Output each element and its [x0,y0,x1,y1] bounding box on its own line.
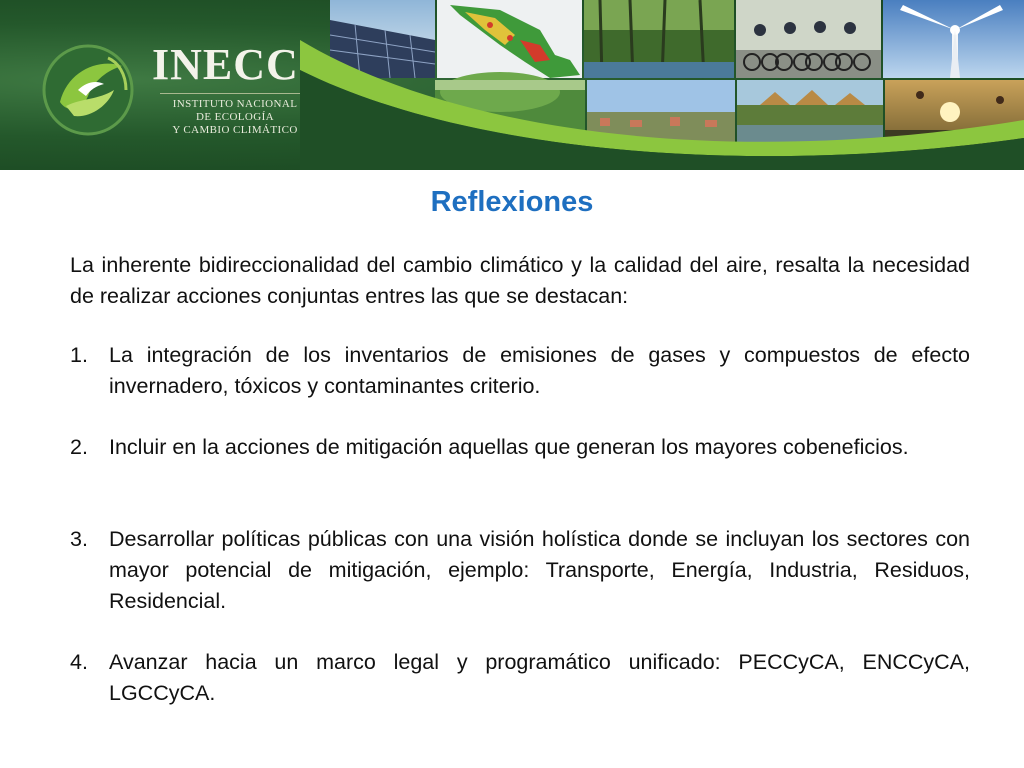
cyclists-photo [736,0,881,78]
photo-collage [300,0,1024,170]
brand-subtitle-line: Y CAMBIO CLIMÁTICO [172,124,298,136]
brand-name: INECC [152,40,299,89]
list-item-number: 2. [70,435,88,459]
brand-subtitle-line: INSTITUTO NACIONAL [172,98,298,110]
brand-subtitle-line: DE ECOLOGÍA [195,111,275,123]
slide-title: Reflexiones [430,186,594,218]
leaf-bird-logo-icon [38,40,138,140]
list-item-number: 4. [70,650,88,674]
list-item-number: 3. [70,527,88,551]
list-item-text: La integración de los inventarios de emisiones de gases y compuestos de efecto invernadero, tóxicos y contaminantes criterio. [109,343,970,398]
intro-paragraph: La inherente bidireccionalidad del cambio climático y la calidad del aire, resalta la necesidad de realizar acciones conjuntas entres las que se destacan: [70,253,970,308]
header-banner [0,0,1024,170]
wind-turbine-photo [883,0,1024,78]
mexico-map-photo [437,0,582,78]
list-item-text: Desarrollar políticas públicas con una visión holística donde se incluyan los sectores con mayor potencial de mitigación, ejemplo: Transporte, Energía, Industria, Residuos, Residencial. [109,527,970,613]
brand-divider [160,93,300,94]
brand-subtitle [160,98,310,137]
list-item-number: 1. [70,343,88,367]
forest-photo [584,0,734,78]
list-item-text: Avanzar hacia un marco legal y programático unificado: PECCyCA, ENCCyCA, LGCCyCA. [109,650,970,705]
list-item-text: Incluir en la acciones de mitigación aquellas que generan los mayores cobeneficios. [109,435,909,459]
